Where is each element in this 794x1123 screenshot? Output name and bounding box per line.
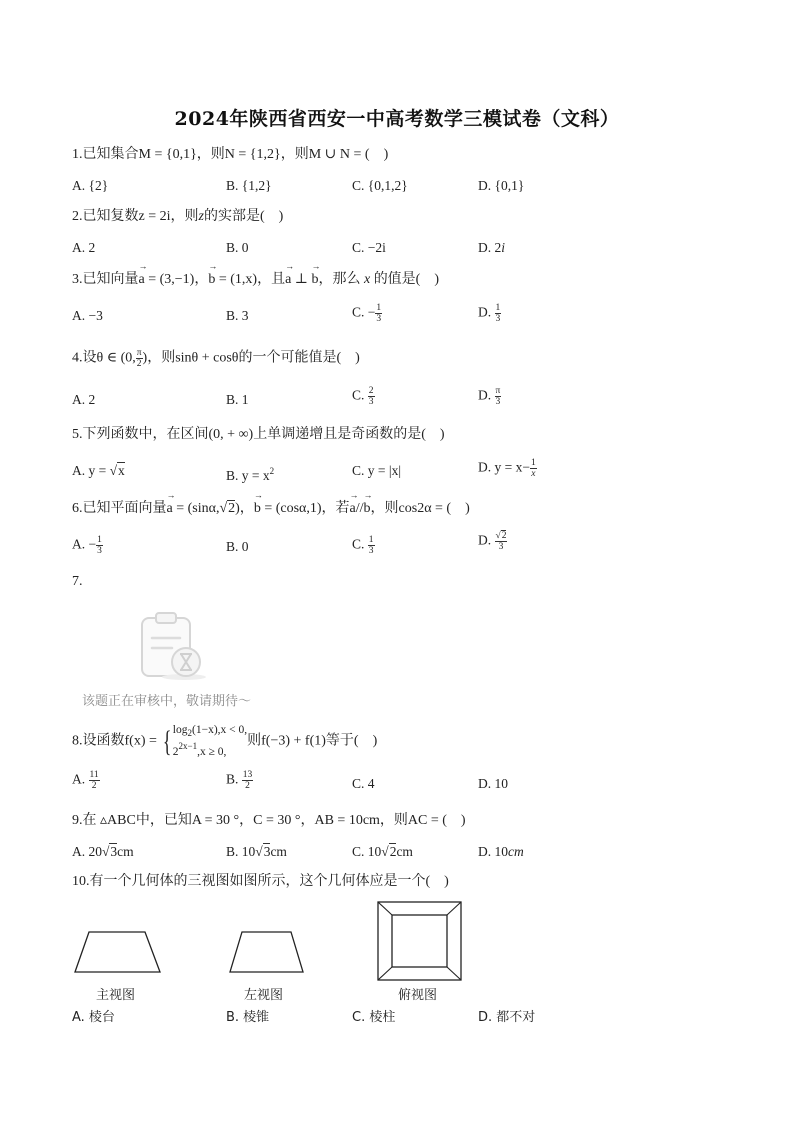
q1-option-a: A. {2}	[72, 178, 109, 193]
question-2: 2.已知复数z = 2i，则z的实部是( )	[72, 209, 284, 224]
q3-option-c: C. − $\frac{1}{3}$	[352, 303, 382, 324]
question-4: 4.设θ ∈ (0, $\frac{\pi}{2}$ )，则sinθ + cosθ的一个可能值是( )	[72, 348, 360, 369]
question-5: 5.下列函数中，在区间(0, + ∞)上单调递增且是奇函数的是( )	[72, 427, 445, 442]
q3-option-b: B. 3	[226, 308, 249, 323]
q5-option-c: C. y = |x|	[352, 463, 402, 478]
question-10: 10.有一个几何体的三视图如图所示，这个几何体应是一个( )	[72, 874, 449, 889]
q9-option-b: B. 10√3cm	[226, 844, 287, 859]
question-9: 9.在 ▵ABC中，已知A = 30 °，C = 30 °，AB = 10cm，则AC = ( )	[72, 813, 466, 828]
q10-option-c: C. 棱柱	[352, 1010, 396, 1025]
side-view-label: 左视图	[244, 988, 284, 1003]
q9-option-d: D. 10cm	[478, 844, 524, 859]
question-3: 3.已知向量→ a = (3,−1)，→ b = (1,x)，且→ a ⊥ → b，那么 x 的值是( )	[72, 271, 439, 289]
q2-option-a: A. 2	[72, 240, 96, 255]
q6-option-a: A. − $\frac{1}{3}$	[72, 535, 102, 556]
q1-option-d: D. {0,1}	[478, 178, 525, 193]
q6-option-d: D. $\frac{√2}{3}$	[478, 531, 507, 552]
front-view-label: 主视图	[96, 988, 136, 1003]
question-1: 1.已知集合M = {0,1}，则N = {1,2}，则M ∪ N = ( )	[72, 147, 389, 162]
top-view-label: 俯视图	[398, 988, 438, 1003]
q2-option-b: B. 0	[226, 240, 249, 255]
q9-option-c: C. 10√2cm	[352, 844, 413, 859]
q4-option-d: D. $\frac{\pi}{3}$	[478, 386, 501, 407]
pending-review-text: 该题正在审核中，敬请期待～	[82, 694, 252, 709]
q1-option-b: B. {1,2}	[226, 178, 272, 193]
front-view-trapezoid	[72, 928, 164, 976]
question-6: 6.已知平面向量→ a = (sinα,√2)，→ b = (cosα,1)，若→ a//→ b，则cos2α = ( )	[72, 500, 470, 518]
q2-option-c: C. −2i	[352, 240, 386, 255]
q5-option-b: B. $y = x^2$	[226, 466, 275, 483]
q2-option-d: D. 2i	[478, 240, 506, 255]
q9-option-a: A. 20√3cm	[72, 844, 134, 859]
top-view-square	[375, 899, 465, 983]
q8-option-d: D. 10	[478, 776, 508, 791]
q1-option-c: C. {0,1,2}	[352, 178, 408, 193]
q8-option-a: A. $\frac{11}{2}$	[72, 770, 99, 791]
question-7: 7.	[72, 574, 83, 589]
q10-option-d: D. 都不对	[478, 1010, 536, 1025]
q10-option-b: B. 棱锥	[226, 1010, 270, 1025]
q8-option-b: B. $\frac{13}{2}$	[226, 770, 253, 791]
q4-option-c: C. $\frac{2}{3}$	[352, 386, 374, 407]
page-title: 2024年陕西省西安一中高考数学三模试卷（文科）	[174, 108, 620, 130]
q4-option-a: A. 2	[72, 392, 96, 407]
q5-option-d: D. y = x− $\frac{1}{x}$	[478, 458, 536, 479]
q6-option-b: B. 0	[226, 539, 249, 554]
q3-option-d: D. $\frac{1}{3}$	[478, 303, 501, 324]
q6-option-c: C. $\frac{1}{3}$	[352, 535, 374, 556]
q4-option-b: B. 1	[226, 392, 249, 407]
q5-option-a: A. y = √x	[72, 463, 125, 478]
q3-option-a: A. −3	[72, 308, 103, 323]
side-view-trapezoid	[227, 928, 307, 976]
q8-option-c: C. 4	[352, 776, 375, 791]
pending-review-icon	[136, 610, 212, 682]
q10-option-a: A. 棱台	[72, 1010, 115, 1025]
question-8: 8.设函数$f(x) = \{\log_2(1-x),x < 0$, $2^{2x-1},x \ge 0$,则f(−3) + f(1)等于( )	[72, 724, 378, 758]
